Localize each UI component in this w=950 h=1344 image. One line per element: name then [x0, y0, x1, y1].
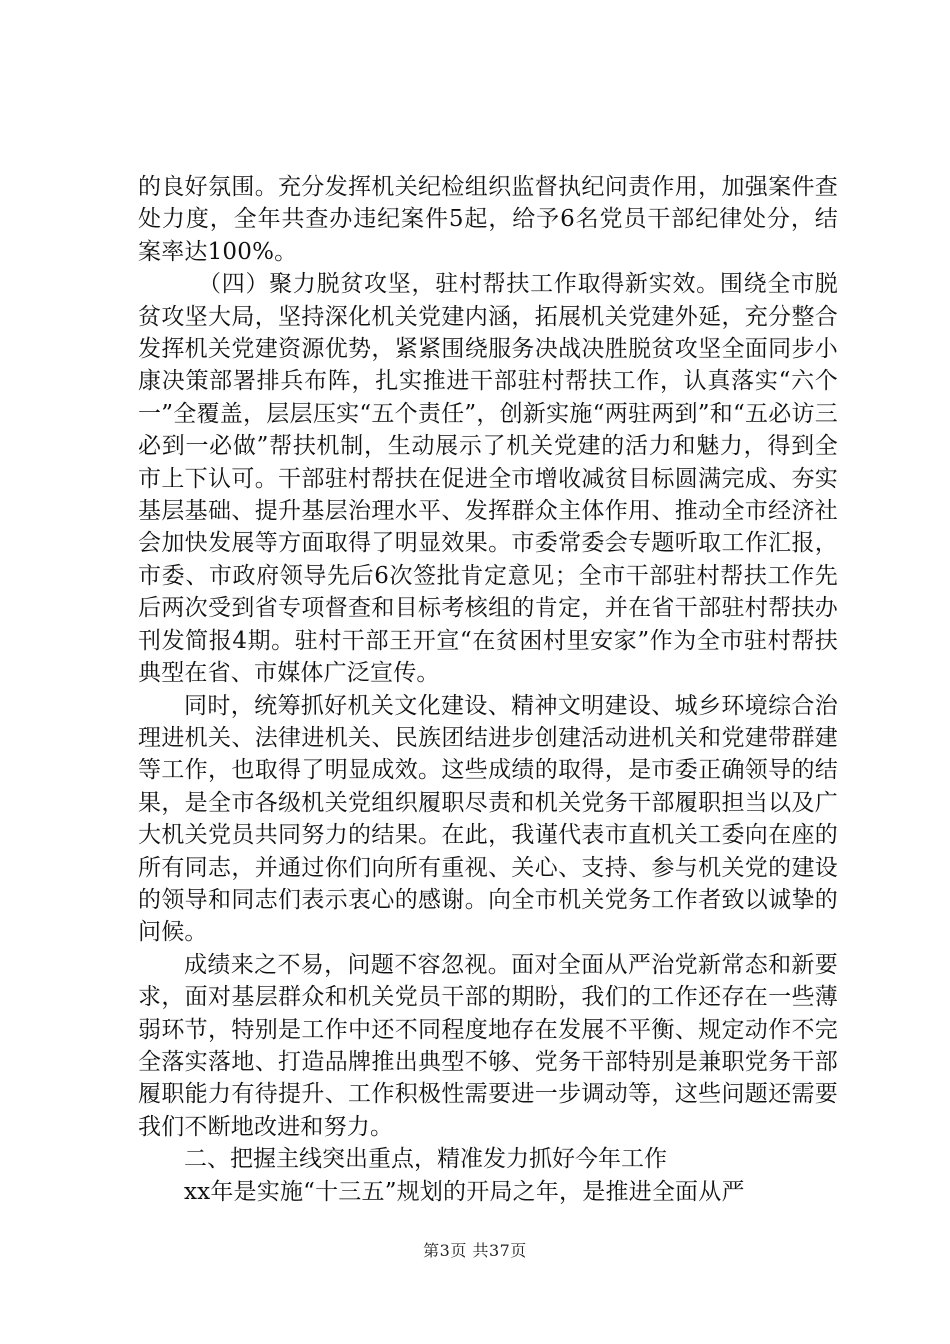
paragraph-2: （四）聚力脱贫攻坚，驻村帮扶工作取得新实效。围绕全市脱贫攻坚大局，坚持深化机关党建内涵，拓展机关党建外延，充分整合发挥机关党建资源优势，紧紧围绕服务决战决胜脱贫攻坚全面同步小康决策部署排兵布阵，扎实推进干部驻村帮扶工作，认真落实“六个一”全覆盖，层层压实“五个责任”，创新实施“两驻两到”和“五必访三必到一必做”帮扶机制，生动展示了机关党建的活力和魅力，得到全市上下认可。干部驻村帮扶在促进全市增收减贫目标圆满完成、夯实基层基础、提升基层治理水平、发挥群众主体作用、推动全市经济社会加快发展等方面取得了明显效果。市委常委会专题听取工作汇报，市委、市政府领导先后6次签批肯定意见；全市干部驻村帮扶工作先后两次受到省专项督查和目标考核组的肯定，并在省干部驻村帮扶办刊发简报4期。驻村干部王开宣“在贫困村里安家”作为全市驻村帮扶典型在省、市媒体广泛宣传。 — [138, 271, 838, 687]
section-heading: 二、把握主线突出重点，精准发力抓好今年工作 — [184, 1146, 667, 1173]
page-number-footer: 第3页 共37页 — [423, 1241, 527, 1260]
document-body — [138, 171, 838, 1208]
paragraph-3: 同时，统筹抓好机关文化建设、精神文明建设、城乡环境综合治理进机关、法律进机关、民族团结进步创建活动进机关和党建带群建等工作，也取得了明显成效。这些成绩的取得，是市委正确领导的结果，是全市各级机关党组织履职尽责和机关党务干部履职担当以及广大机关党员共同努力的结果。在此，我谨代表市直机关工委向在座的所有同志，并通过你们向所有重视、关心、支持、参与机关党的建设的领导和同志们表示衷心的感谢。向全市机关党务工作者致以诚挚的问候。 — [138, 692, 838, 946]
paragraph-5: xx年是实施“十三五”规划的开局之年，是推进全面从严 — [184, 1178, 745, 1205]
paragraph-4: 成绩来之不易，问题不容忽视。面对全面从严治党新常态和新要求，面对基层群众和机关党员干部的期盼，我们的工作还存在一些薄弱环节，特别是工作中还不同程度地存在发展不平衡、规定动作不完全落实落地、打造品牌推出典型不够、党务干部特别是兼职党务干部履职能力有待提升、工作积极性需要进一步调动等，这些问题还需要我们不断地改进和努力。 — [138, 951, 838, 1140]
paragraph-1: 的良好氛围。充分发挥机关纪检组织监督执纪问责作用，加强案件查处力度，全年共查办违纪案件5起，给予6名党员干部纪律处分，结案率达100%。 — [138, 174, 838, 265]
